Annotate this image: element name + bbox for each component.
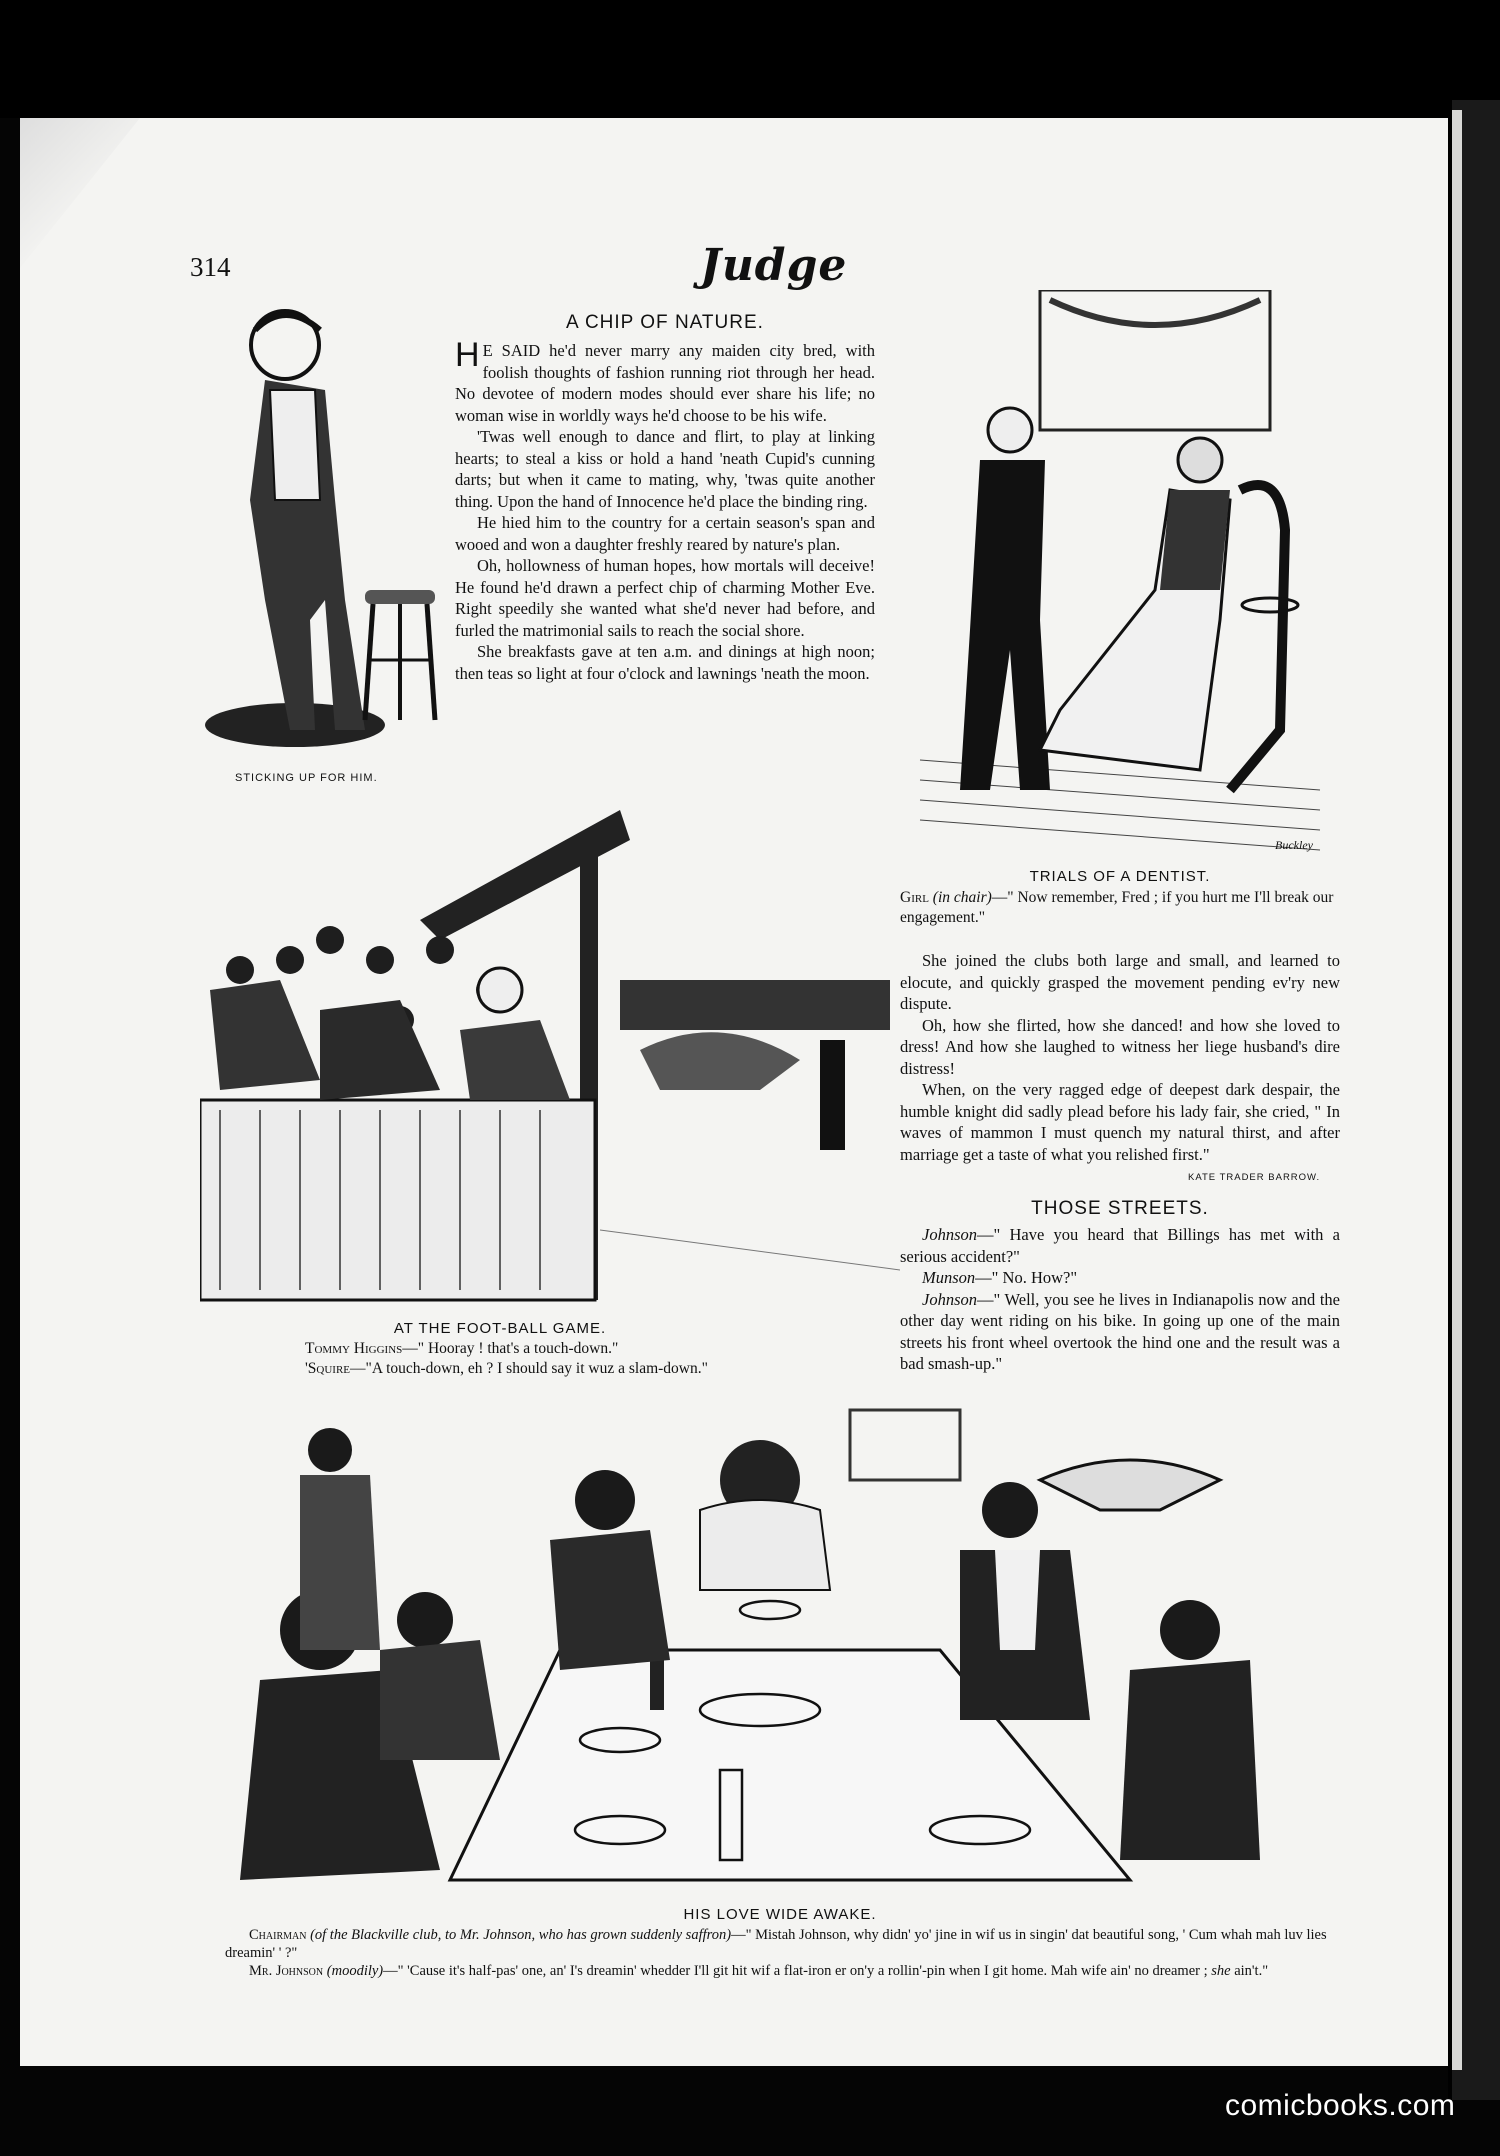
illustration-banquet [200,1400,1330,1895]
speaker-chairman: Chairman [249,1927,307,1943]
title-foot-ball-game: AT THE FOOT-BALL GAME. [393,1320,607,1337]
page-number: 314 [190,252,231,282]
dialogue-chairman: —" Mistah Johnson, why didn' yo' jine in wif us in singin' dat beautiful song, ' Cum whah mah luv lies dreamin' ' ?" [225,1927,1327,1961]
speaker-girl: Girl [900,889,929,906]
illustration-old-man-stool [195,300,450,755]
poem-paragraph-3: He hied him to the country for a certain season's span and wooed and won a daughter freshly reared by nature's plan. [455,513,875,554]
article-those-streets [900,1224,1340,1375]
speaker-mr-johnson: Mr. Johnson [249,1963,324,1979]
poem-paragraph-6: She joined the clubs both large and small, and learned to elocute, and quickly grasped the movement pending ev'ry new dispute. [900,951,1340,1013]
dialogue-line-1: —" Hooray ! that's a touch-down." [402,1340,619,1357]
poem-paragraph-8: When, on the very ragged edge of deepest dark despair, the humble knight did sadly plead before his lady fair, she cried, " In waves of mammon I must quench my natural thirst, and after marriage get a taste of what you relished first." [900,1080,1340,1164]
poem-author: KATE TRADER BARROW. [1188,1172,1321,1183]
caption-sticking-up: STICKING UP FOR HIM. [235,772,378,784]
title-his-love-wide-awake: HIS LOVE WIDE AWAKE. [683,1906,877,1923]
scan-border-top [0,0,1500,118]
watermark-comicbooks: comicbooks.com [1225,2089,1456,2122]
stage-direction-johnson: (moodily) [326,1963,384,1979]
dialogue-johnson-a: —" 'Cause it's half-pas' one, an' I's dreamin' whedder I'll git hit wif a flat-iron er on'y a rollin'-pin when I git home. Mah wife ain' no dreamer ; [383,1963,1208,1979]
dialogue-johnson-end: ain't." [1234,1963,1269,1979]
masthead-logo: Judge [700,240,848,291]
speaker-tommy-higgins: Tommy Higgins [305,1340,403,1357]
poem-paragraph-5: She breakfasts gave at ten a.m. and dinings at high noon; then teas so light at four o'clock and lawnings 'neath the moon. [455,642,875,683]
streets-line-3: —" Well, you see he lives in Indianapolis now and the other day went riding on his bike. In going up one of the main streets his front wheel overtook the hind one and the result was a bad smash-up." [900,1289,1340,1373]
streets-line-1: —" Have you heard that Billings has met with a serious accident?" [900,1225,1340,1266]
poem-chip-of-nature [455,336,875,684]
next-page-edge [1452,110,1462,2070]
dialogue-line: —" Now remember, Fred ; if you hurt me I'll break our engagement." [900,889,1334,926]
illustration-football-game [200,810,900,1305]
speaker-johnson-1: Johnson [922,1225,977,1244]
poem-paragraph-7: Oh, how she flirted, how she danced! and how she loved to dress! And how she laughed to witness her liege husband's dire distress! [900,1015,1340,1078]
caption-dentist [900,888,1340,927]
title-chip-of-nature: A CHIP OF NATURE. [566,312,764,333]
illustration-dentist [900,290,1332,862]
title-those-streets: THOSE STREETS. [1031,1198,1209,1219]
stage-direction: (in chair) [932,889,992,906]
speaker-munson: Munson [922,1268,976,1287]
dialogue-line-2: —"A touch-down, eh ? I should say it wuz a slam-down." [350,1359,708,1377]
title-trials-of-dentist: TRIALS OF A DENTIST. [1029,868,1211,885]
poem-continuation [900,950,1340,1165]
speaker-johnson-2: Johnson [922,1289,977,1309]
poem-paragraph-4: Oh, hollowness of human hopes, how mortals will deceive! He found he'd drawn a perfect chip of charming Mother Eve. Right speedily she wanted what she'd never had before, and furled the matrimonial sails to reach the social shore. [455,556,875,640]
poem-paragraph-2: 'Twas well enough to dance and flirt, to play at linking hearts; to steal a kiss or hold a hand 'neath Cupid's cunning darts; but when it came to mating, why, 'twas quite another thing. Upon the hand of Innocence he'd place the binding ring. [455,427,875,511]
caption-football [305,1339,865,1378]
stage-direction-chairman: (of the Blackville club, to Mr. Johnson, who has grown suddenly saffron) [310,1927,732,1943]
caption-banquet [225,1926,1355,1980]
streets-line-2: —" No. How?" [975,1268,1078,1287]
poem-paragraph-1: E SAID he'd never marry any maiden city bred, with foolish thoughts of fashion running riot through her head. No devotee of modern modes should ever share his life; no woman wise in worldly ways he'd choose to be his wife. [455,341,875,425]
drop-cap: H [455,336,480,374]
artist-signature-dentist: Buckley [1275,838,1313,852]
speaker-squire: 'Squire [305,1359,351,1377]
dialogue-johnson-emphasis: she [1211,1963,1231,1979]
